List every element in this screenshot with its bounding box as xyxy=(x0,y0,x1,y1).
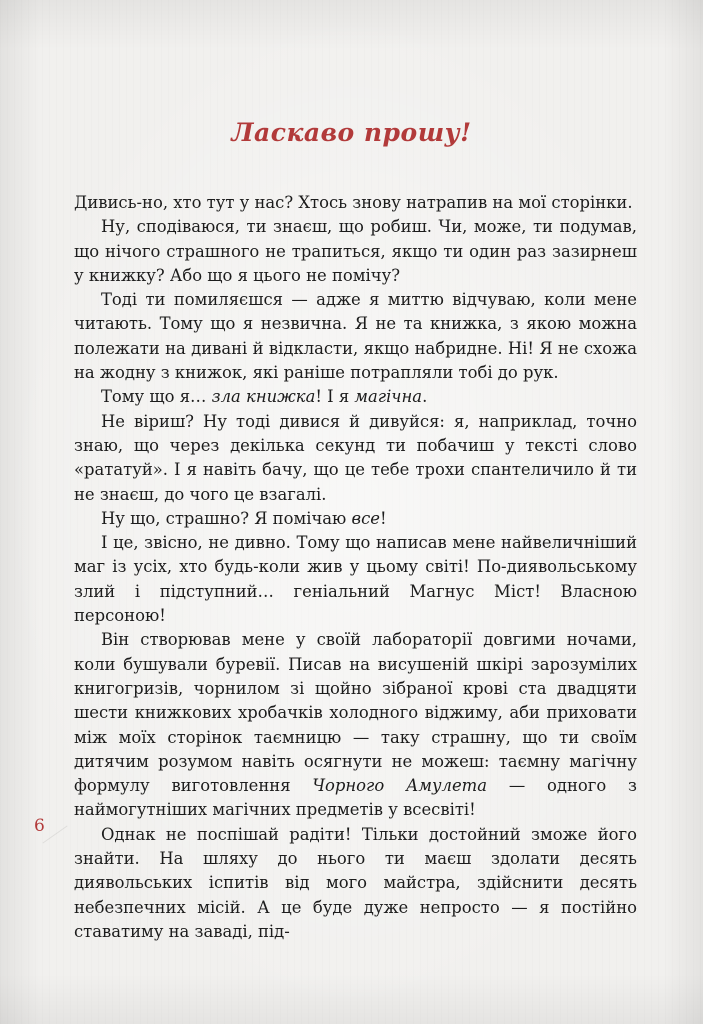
body-text xyxy=(74,191,637,944)
page-number: 6 xyxy=(34,816,45,836)
text-run: Ну що, страшно? Я помічаю xyxy=(101,508,352,528)
text-run: Ну, сподіваюся, ти знаєш, що робиш. Чи, може, ти подумав, що нічого страшного не трапиться, якщо ти один раз зазирнеш у книжку? Або що я цього не помічу? xyxy=(74,217,637,285)
chapter-title: Ласкаво прошу! xyxy=(231,118,472,147)
paragraph xyxy=(74,410,637,507)
text-run: . xyxy=(422,387,428,407)
italic-text: магічна xyxy=(354,387,423,407)
text-run: Не віриш? Ну тоді дивися й дивуйся: я, наприклад, точно знаю, що через декілька секунд ти побачиш у тексті слово «рататуй». І я навіть бачу, що це тебе трохи спантеличило й ти не знаєш, до чого це взагалі. xyxy=(74,411,637,504)
text-run: І це, звісно, не дивно. Тому що написав мене найвеличніший маг із усіх, хто будь-коли жив у цьому світі! По-диявольському злий і підступний… геніальний Магнус Міст! Власною персоною! xyxy=(74,533,637,626)
text-run: Тому що я… xyxy=(101,387,212,407)
text-run: Він створював мене у своїй лабораторії довгими ночами, коли бушували буревії. Писав на висушеній шкірі зарозумілих книгогризів, чорнилом зі щойно зібраної крові ста двадцяти шести книжкових хробачків холодного віджиму, аби приховати між моїх сторінок таємницю — таку страшну, що ти своїм дитячим розумом навіть осягнути не можеш: таємну магічну формулу виготовлення xyxy=(74,630,637,796)
text-run: — одного з наймогутніших магічних предметів у всесвіті! xyxy=(74,776,637,820)
text-run: Дивись-но, хто тут у нас? Хтось знову натрапив на мої сторінки. xyxy=(74,193,633,212)
text-run: ! І я xyxy=(315,387,355,407)
italic-text: Чорного Амулета xyxy=(312,776,487,796)
paragraph xyxy=(74,215,637,288)
margin-mark xyxy=(42,825,67,843)
text-run: Однак не поспішай радіти! Тільки достойний зможе його знайти. На шляху до нього ти маєш здолати десять диявольських іспитів від мого майстра, здійснити десять небезпечних місій. А це буде дуже непросто — я постійно ставатиму на заваді, під- xyxy=(74,824,637,941)
paragraph xyxy=(74,628,637,822)
italic-text: зла книжка xyxy=(211,387,316,407)
paragraph xyxy=(74,823,637,944)
paragraph xyxy=(74,531,637,628)
paragraph xyxy=(74,507,637,531)
text-run: ! xyxy=(379,508,387,528)
paragraph xyxy=(74,288,637,385)
paragraph xyxy=(74,385,637,409)
paragraph xyxy=(74,191,637,215)
text-run: Тоді ти помиляєшся — адже я миттю відчуваю, коли мене читають. Тому що я незвична. Я не та книжка, з якою можна полежати на дивані й відкласти, якщо набридне. Ні! Я не схожа на жодну з книжок, які раніше потрапляли тобі до рук. xyxy=(74,290,637,383)
italic-text: все xyxy=(351,508,380,528)
